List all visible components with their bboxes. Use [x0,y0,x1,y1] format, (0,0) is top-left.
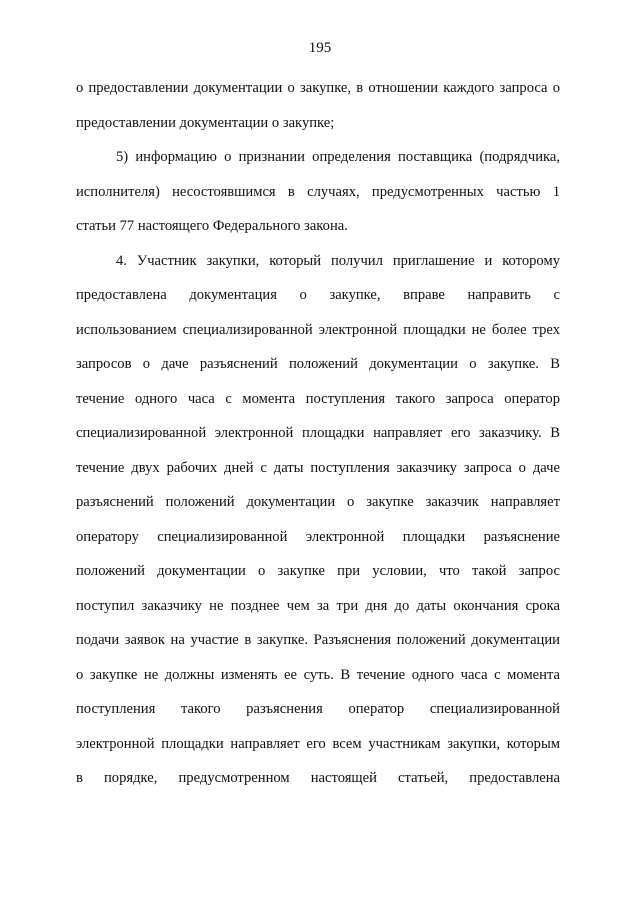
text-line: разъяснений положений документации о закупке заказчик направляет [76,494,560,510]
text-line: подачи заявок на участие в закупке. Разъяснения положений документации [76,632,560,648]
text-line: предоставлении документации о закупке; [76,114,335,131]
document-body [76,77,560,802]
text-line: о закупке не должны изменять ее суть. В течение одного часа с момента [76,666,560,683]
text-line: предоставлена документация о закупке, вправе направить с [76,287,560,303]
text-line: в порядке, предусмотренном настоящей статьей, предоставлена [76,770,560,786]
text-line: электронной площадки направляет его всем участникам закупки, которым [76,735,560,752]
text-line: течение двух рабочих дней с даты поступления заказчику запроса о даче [76,459,560,476]
text-line: положений документации о закупке при условии, что такой запрос [76,563,560,579]
text-line: о предоставлении документации о закупке, в отношении каждого запроса о [76,80,560,96]
text-line: исполнителя) несостоявшимся в случаях, предусмотренных частью 1 [76,183,560,200]
text-line: статьи 77 настоящего Федерального закона. [76,218,348,234]
text-line: запросов о даче разъяснений положений документации о закупке. В [76,356,560,372]
text-line: специализированной электронной площадки направляет его заказчику. В [76,425,560,441]
text-line: 4. Участник закупки, который получил приглашение и которому [116,252,560,269]
text-line: поступления такого разъяснения оператор специализированной [76,701,560,717]
text-line: поступил заказчику не позднее чем за три дня до даты окончания срока [76,597,560,614]
text-line: течение одного часа с момента поступления такого запроса оператор [76,390,560,407]
page-number: 195 [308,40,332,56]
text-line: 5) информацию о признании определения поставщика (подрядчика, [116,149,560,165]
text-line: использованием специализированной электронной площадки не более трех [76,321,560,338]
text-line: оператору специализированной электронной площадки разъяснение [76,528,560,545]
